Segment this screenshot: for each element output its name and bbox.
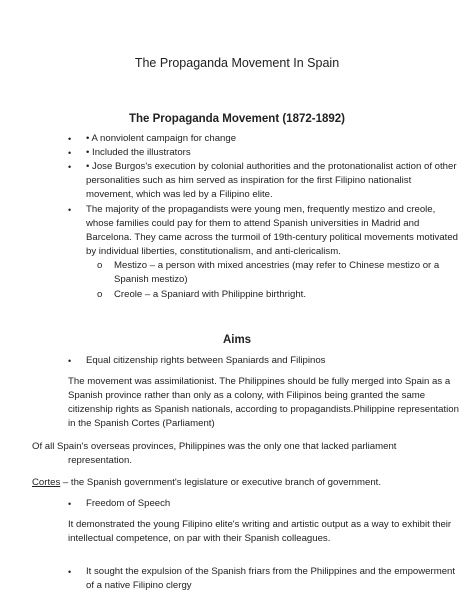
bullet-icon: •: [68, 499, 72, 509]
bullet-icon: •: [68, 134, 72, 144]
list-item-continuation: of a native Filipino clergy: [86, 580, 192, 591]
list-item: It sought the expulsion of the Spanish friars from the Philippines and the empowerment: [86, 566, 456, 577]
list-item-continuation: Barcelona. They came across the turmoil of 19th-century political movements motivated: [86, 232, 459, 243]
sub-list-item: Mestizo – a person with mixed ancestries (may refer to Chinese mestizo or a: [114, 260, 440, 271]
list-item-continuation: whose families could pay for them to attend Spanish universities in Madrid and: [86, 218, 420, 229]
list-item: • Included the illustrators: [86, 147, 191, 158]
bullet-icon: •: [68, 205, 72, 215]
section-heading-aims: Aims: [222, 334, 252, 346]
document-title: The Propaganda Movement In Spain: [134, 56, 340, 70]
list-item: • A nonviolent campaign for change: [86, 133, 237, 144]
bullet-icon: •: [68, 162, 72, 172]
sub-bullet-icon: o: [97, 289, 103, 300]
list-item-continuation: movement, which was led by a Filipino elite.: [86, 189, 273, 200]
cortes-definition: [32, 476, 381, 490]
cortes-definition-text: – the Spanish government's legislature or executive branch of government.: [60, 477, 382, 488]
paragraph-line: It demonstrated the young Filipino elite's writing and artistic output as a way to exhibit their: [68, 519, 452, 530]
paragraph-line: The movement was assimilationist. The Philippines should be fully merged into Spain as a: [68, 376, 451, 387]
list-item-continuation: personalities such as him served as inspiration for the first Filipino nationalist: [86, 175, 412, 186]
list-item: • Jose Burgos's execution by colonial authorities and the protonationalist action of other: [86, 161, 457, 172]
sub-list-item-continuation: Spanish mestizo): [114, 274, 188, 285]
list-item: Equal citizenship rights between Spaniards and Filipinos: [86, 355, 326, 366]
paragraph-line: in the Spanish Cortes (Parliament): [68, 418, 215, 429]
paragraph-line: intellectual competence, on par with their Spanish colleagues.: [68, 533, 331, 544]
paragraph-line: citizenship rights as Spanish nationals, according to propagandists.Philippine representation: [68, 404, 459, 415]
bullet-icon: •: [68, 148, 72, 158]
bullet-icon: •: [68, 356, 72, 366]
list-item: The majority of the propagandists were young men, frequently mestizo and creole,: [86, 204, 436, 215]
sub-bullet-icon: o: [97, 260, 103, 271]
bullet-icon: •: [68, 567, 72, 577]
sub-list-item: Creole – a Spaniard with Philippine birthright.: [114, 289, 306, 300]
list-item: Freedom of Speech: [86, 498, 171, 509]
paragraph-line: representation.: [68, 455, 132, 466]
section-heading-propaganda: The Propaganda Movement (1872-1892): [128, 113, 345, 125]
paragraph-line: Spanish province rather than only as a colony, with Filipinos being granted the same: [68, 390, 426, 401]
paragraph-line: Of all Spain's overseas provinces, Philippines was the only one that lacked parliament: [32, 441, 397, 452]
cortes-term: Cortes: [32, 477, 61, 488]
list-item-continuation: by individual liberties, constitutionalism, and anti-clericalism.: [86, 246, 341, 257]
